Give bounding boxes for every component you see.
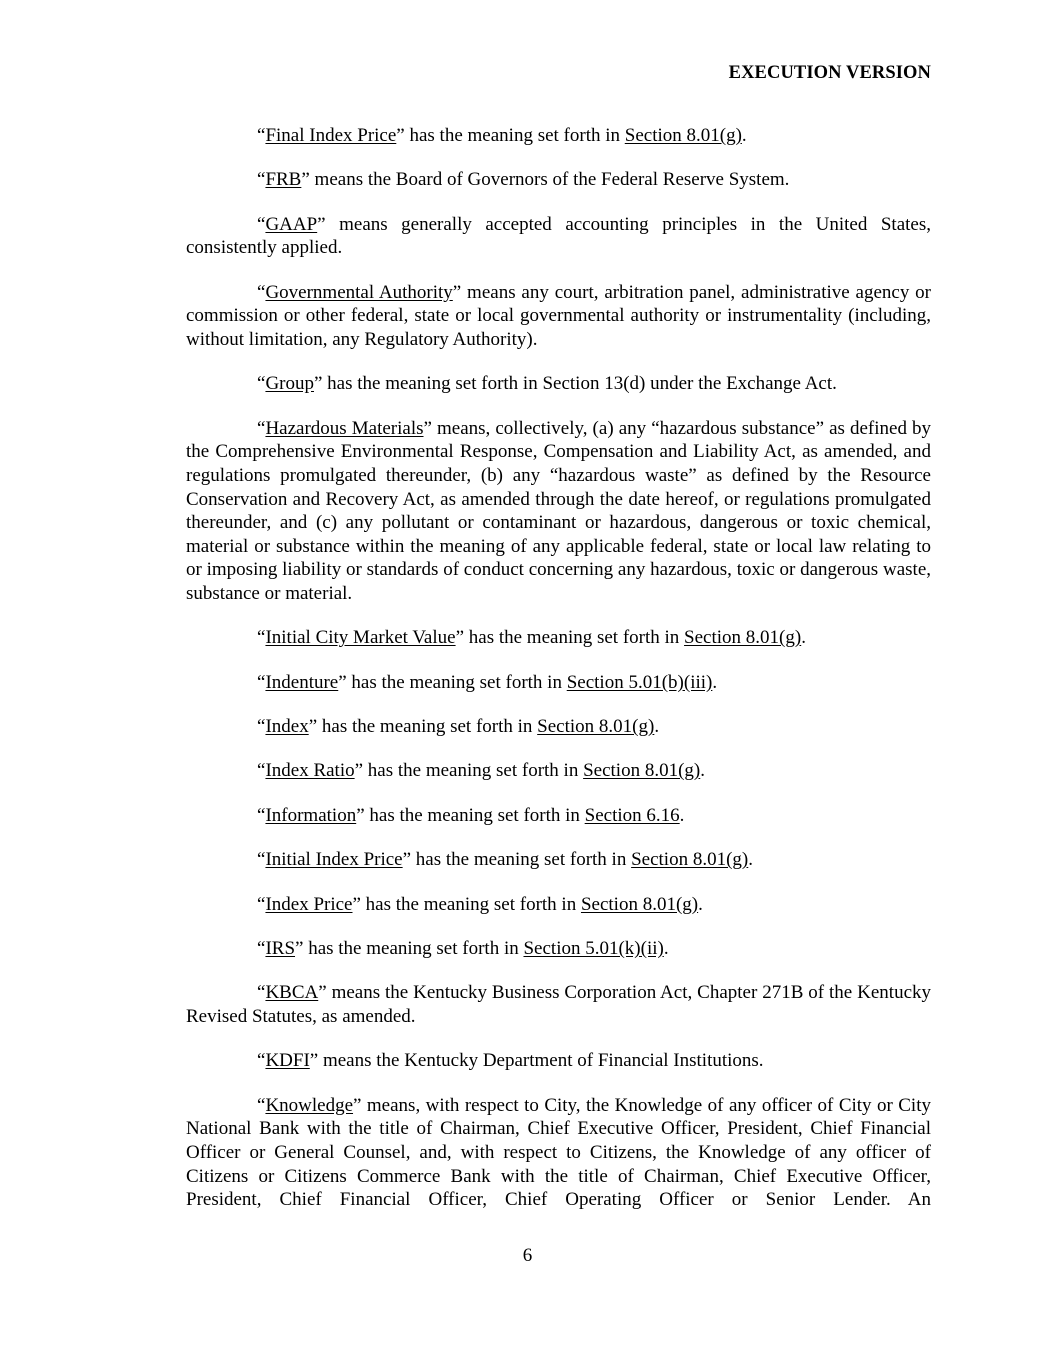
section-reference: Section 8.01(g) [631, 849, 749, 871]
defined-term: Knowledge [265, 1094, 354, 1116]
section-reference: Section 8.01(g) [583, 760, 701, 782]
defined-term: Governmental Authority [265, 281, 453, 303]
definition-governmental-authority: “Governmental Authority” means any court, arbitration panel, administrative agency or commission or other federal, state or local governmental authority or instrumentality (including, without limitation, any Regulatory Authority). [186, 281, 931, 350]
defined-term: Index Ratio [265, 760, 355, 782]
defined-term: IRS [265, 938, 296, 960]
definition-initial-index-price: “Initial Index Price” has the meaning set forth in Section 8.01(g). [257, 849, 753, 871]
definition-indenture: “Indenture” has the meaning set forth in Section 5.01(b)(iii). [257, 671, 718, 693]
definition-knowledge: “Knowledge” means, with respect to City, the Knowledge of any officer of City or City National Bank with the title of Chairman, Chief Executive Officer, President, Chief Financial Officer or General Counsel, and, with respect to Citizens, the Knowledge of any officer of Citizens or Citizens Commerce Bank with the title of Chairman, Chief Executive Officer, President, Chief Financial Officer, Chief Operating Officer or Senior Lender. An [186, 1094, 931, 1211]
defined-term: Group [265, 373, 314, 395]
definition-final-index-price: “Final Index Price” has the meaning set forth in Section 8.01(g). [257, 125, 747, 146]
definitions-list [186, 124, 931, 1212]
section-reference: Section 8.01(g) [624, 125, 742, 146]
section-reference: Section 8.01(g) [684, 627, 802, 649]
definition-hazardous-materials: “Hazardous Materials” means, collectively, (a) any “hazardous substance” as defined by the Comprehensive Environmental Response, Compensation and Liability Act, as amended, and regulations promulgated thereunder, (b) any “hazardous waste” as defined by the Resource Conservation and Recovery Act, as amended through the date hereof, or regulations promulgated thereunder, and (c) any pollutant or contaminant or hazardous, dangerous or toxic chemical, material or substance within the meaning of any applicable federal, state or local law relating to or imposing liability or standards of conduct concerning any hazardous, toxic or dangerous waste, substance or material. [186, 417, 931, 604]
definition-index-ratio: “Index Ratio” has the meaning set forth in Section 8.01(g). [257, 760, 705, 782]
defined-term: Index [265, 716, 309, 738]
defined-term: Initial Index Price [265, 849, 403, 871]
defined-term: Indenture [265, 671, 339, 693]
definition-group: “Group” has the meaning set forth in Section 13(d) under the Exchange Act. [257, 373, 837, 395]
defined-term: KBCA [265, 982, 319, 1004]
defined-term: Final Index Price [265, 125, 397, 146]
section-reference: Section 8.01(g) [580, 893, 699, 915]
section-reference: Section 8.01(g) [537, 716, 655, 738]
section-reference: Section 6.16 [584, 804, 680, 826]
defined-term: KDFI [265, 1050, 310, 1072]
definition-index-price: “Index Price” has the meaning set forth in Section 8.01(g). [257, 893, 703, 915]
defined-term: Initial City Market Value [265, 627, 456, 649]
definition-irs: “IRS” has the meaning set forth in Section 5.01(k)(ii). [257, 938, 669, 960]
section-reference: Section 5.01(k)(ii) [523, 938, 664, 960]
page-number: 6 [522, 1245, 533, 1266]
defined-term: FRB [265, 169, 302, 191]
definition-kbca: “KBCA” means the Kentucky Business Corporation Act, Chapter 271B of the Kentucky Revised Statutes, as amended. [186, 982, 931, 1027]
defined-term: Information [265, 804, 357, 826]
definition-initial-city-market-value: “Initial City Market Value” has the meaning set forth in Section 8.01(g). [257, 627, 806, 649]
definition-frb: “FRB” means the Board of Governors of the Federal Reserve System. [257, 169, 790, 191]
defined-term: GAAP [265, 213, 318, 235]
defined-term: Hazardous Materials [265, 417, 424, 439]
definition-gaap: “GAAP” means generally accepted accounting principles in the United States, consistently applied. [186, 213, 931, 259]
definition-kdfi: “KDFI” means the Kentucky Department of Financial Institutions. [257, 1050, 764, 1072]
definition-information: “Information” has the meaning set forth in Section 6.16. [257, 804, 685, 826]
section-reference: Section 5.01(b)(iii) [566, 671, 713, 693]
definition-index: “Index” has the meaning set forth in Section 8.01(g). [257, 716, 660, 738]
execution-version-header: EXECUTION VERSION [728, 63, 931, 83]
defined-term: Index Price [265, 893, 353, 915]
